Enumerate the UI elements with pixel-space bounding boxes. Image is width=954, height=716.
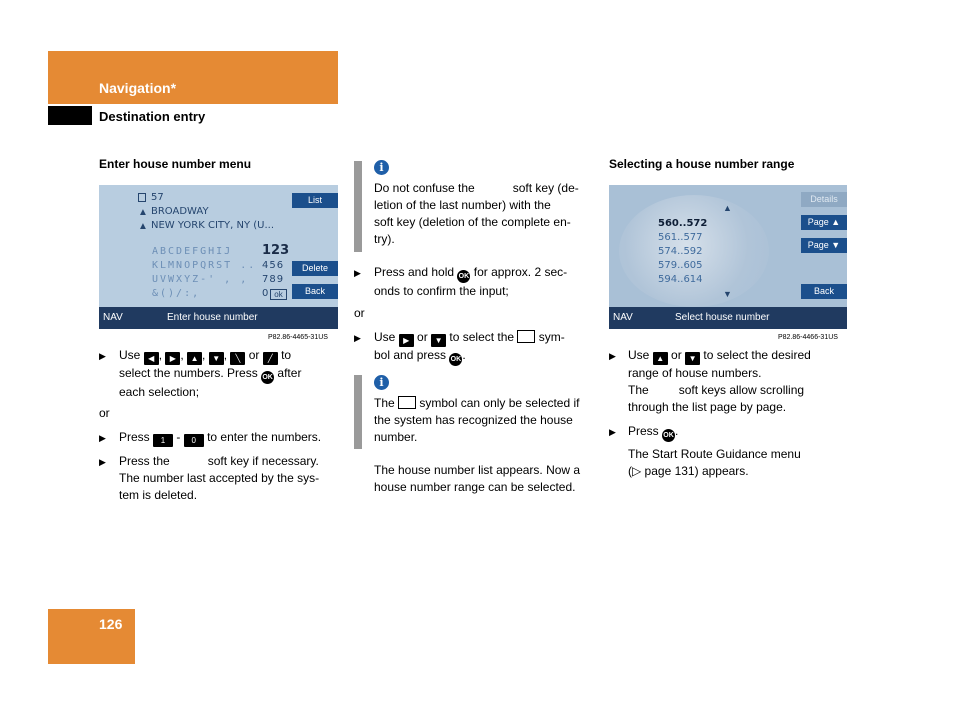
keyboard-row-2: KLMNOPQRST .. xyxy=(152,260,257,271)
left-arrow-key-icon: ◀ xyxy=(144,352,159,365)
bullet-select-symbol: Use ▶ or ▼ to select the sym- bol and press OK. xyxy=(374,329,594,366)
nav-label: NAV xyxy=(103,312,123,323)
text: to enter the numbers. xyxy=(207,430,322,444)
text: or xyxy=(671,348,682,362)
header-marker xyxy=(48,106,92,125)
bullet-marker: ▶ xyxy=(99,433,106,443)
text: Press and hold xyxy=(374,265,455,279)
text: bol and press xyxy=(374,348,447,362)
ok-symbol-box xyxy=(398,396,416,409)
text: after xyxy=(277,366,302,380)
text: Use xyxy=(374,330,396,344)
text: for approx. 2 sec- xyxy=(473,265,568,279)
text: tem is deleted. xyxy=(119,488,198,502)
text: - xyxy=(176,430,181,444)
bullet-press-hold xyxy=(374,264,594,300)
text: the system has recognized the house xyxy=(374,413,573,427)
text: letion of the last number) with the xyxy=(374,198,551,212)
ok-symbol[interactable]: ok xyxy=(270,289,287,300)
text: to select the xyxy=(449,330,515,344)
up-arrow-key-icon: ▲ xyxy=(187,352,202,365)
screen-status-bar xyxy=(609,307,847,329)
info-icon: i xyxy=(374,160,389,175)
text: The xyxy=(374,396,395,410)
text: each selection; xyxy=(119,385,200,399)
details-soft-key[interactable]: Details xyxy=(801,192,847,207)
number-1-key-icon: 1 xyxy=(153,434,173,447)
text: sym- xyxy=(538,330,565,344)
text: Use xyxy=(628,348,650,362)
text: soft key (deletion of the complete en- xyxy=(374,215,571,229)
street-icon: ▲ xyxy=(138,207,148,218)
bullet-use-keys: Use ◀ , ▶ , ▲ , ▼ , ╲ or ╱ to select the numbers. Press OK after each selection; xyxy=(119,348,302,399)
ok-button-icon: OK xyxy=(261,371,274,384)
select-house-number-screen xyxy=(609,185,847,329)
range-item-1[interactable]: 560..572 xyxy=(658,218,708,229)
screen-title: Select house number xyxy=(675,312,770,323)
text: soft key (de- xyxy=(512,181,579,195)
back-soft-key[interactable]: Back xyxy=(292,284,338,299)
bullet-marker: ▶ xyxy=(354,268,361,278)
bullet-marker: ▶ xyxy=(609,351,616,361)
number-row-1: 123 xyxy=(262,243,290,258)
subsection-title: Destination entry xyxy=(99,109,206,124)
text: Press xyxy=(119,430,150,444)
text: The number last accepted by the sys- xyxy=(119,471,320,485)
range-item-2[interactable]: 561..577 xyxy=(658,232,703,243)
ok-button-icon: OK xyxy=(662,429,675,442)
scroll-down-icon[interactable]: ▼ xyxy=(723,289,732,299)
info-box-bar xyxy=(354,161,362,252)
text: select the numbers. Press xyxy=(119,366,258,380)
text: house number range can be selected. xyxy=(374,480,576,494)
right-arrow-key-icon: ▶ xyxy=(165,352,180,365)
screen-status-bar xyxy=(99,307,338,329)
ok-button-icon: OK xyxy=(457,270,470,283)
text: Press the xyxy=(119,454,170,468)
bullet-select-range xyxy=(628,347,853,416)
page-number: 126 xyxy=(99,616,123,632)
delete-soft-key[interactable]: Delete xyxy=(292,261,338,276)
number-0-key-icon: 0 xyxy=(184,434,204,447)
info-delete-note xyxy=(374,180,594,248)
ok-button-icon: OK xyxy=(449,353,462,366)
list-soft-key[interactable]: List xyxy=(292,193,338,208)
down-arrow-key-icon: ▼ xyxy=(431,334,446,347)
right-arrow-key-icon: ▶ xyxy=(399,334,414,347)
info-box-bar xyxy=(354,375,362,449)
bullet-press-numbers xyxy=(119,429,339,447)
text: Use xyxy=(119,348,141,362)
keyboard-row-4: &()/:, xyxy=(152,288,201,299)
keyboard-row-3: UVWXYZ-' , , xyxy=(152,274,249,285)
screen-line-street: BROADWAY xyxy=(151,206,209,217)
back-soft-key[interactable]: Back xyxy=(801,284,847,299)
screen-title: Enter house number xyxy=(167,312,258,323)
keyboard-row-1: ABCDEFGHIJ xyxy=(152,246,233,257)
house-list-note xyxy=(374,462,599,496)
image-reference: P82.86-4465-31US xyxy=(268,334,328,341)
bullet-marker: ▶ xyxy=(99,457,106,467)
text: or xyxy=(248,348,260,362)
text: soft key if necessary. xyxy=(207,454,319,468)
bullet-press-ok: Press OK. xyxy=(628,423,678,442)
text: to xyxy=(281,348,292,362)
text: The Start Route Guidance menu xyxy=(628,447,801,461)
range-item-4[interactable]: 579..605 xyxy=(658,260,703,271)
number-row-4: 0 xyxy=(262,288,269,299)
text: The xyxy=(628,383,649,397)
bullet-marker: ▶ xyxy=(609,427,616,437)
enter-house-number-screen xyxy=(99,185,338,329)
down-arrow-key-icon: ▼ xyxy=(685,352,700,365)
down-arrow-key-icon: ▼ xyxy=(209,352,224,365)
diagonal-down-key-icon: ╲ xyxy=(230,352,245,365)
bullet-delete-key xyxy=(119,453,339,504)
text: range of house numbers. xyxy=(628,366,762,380)
image-reference: P82.86-4466-31US xyxy=(778,334,838,341)
text: Press xyxy=(628,424,659,438)
screen-line-house: 57 xyxy=(151,192,164,203)
or-text: or xyxy=(354,306,365,320)
diagonal-up-key-icon: ╱ xyxy=(263,352,278,365)
section-title: Navigation* xyxy=(99,80,177,96)
text: onds to confirm the input; xyxy=(374,284,509,298)
screen-line-city: NEW YORK CITY, NY (U... xyxy=(151,220,275,231)
page-up-soft-key[interactable]: Page ▲ xyxy=(801,215,847,230)
text: Do not confuse the xyxy=(374,181,475,195)
house-icon xyxy=(138,193,146,202)
bullet-marker: ▶ xyxy=(354,333,361,343)
number-row-2: 456 xyxy=(262,260,285,271)
text: or xyxy=(417,330,428,344)
range-item-3[interactable]: 574..592 xyxy=(658,246,703,257)
ok-symbol-box xyxy=(517,330,535,343)
text: soft keys allow scrolling xyxy=(678,383,805,397)
number-row-3: 789 xyxy=(262,274,285,285)
text: The house number list appears. Now a xyxy=(374,463,581,477)
text: through the list page by page. xyxy=(628,400,787,414)
info-icon: i xyxy=(374,375,389,390)
info-symbol-note xyxy=(374,395,599,446)
bullet-marker: ▶ xyxy=(99,351,106,361)
header-band xyxy=(48,51,338,104)
text: (▷ page 131) appears. xyxy=(628,464,749,478)
up-arrow-key-icon: ▲ xyxy=(653,352,668,365)
scroll-up-icon[interactable]: ▲ xyxy=(723,203,732,213)
result-text xyxy=(628,446,853,480)
nav-label: NAV xyxy=(613,312,633,323)
range-item-5[interactable]: 594..614 xyxy=(658,274,703,285)
text: try). xyxy=(374,232,395,246)
or-text: or xyxy=(99,406,110,420)
left-heading: Enter house number menu xyxy=(99,157,252,171)
text: to select the desired xyxy=(703,348,811,362)
city-icon: ▲ xyxy=(138,221,148,232)
page-down-soft-key[interactable]: Page ▼ xyxy=(801,238,847,253)
right-heading: Selecting a house number range xyxy=(609,157,795,171)
text: symbol can only be selected if xyxy=(419,396,580,410)
text: number. xyxy=(374,430,418,444)
